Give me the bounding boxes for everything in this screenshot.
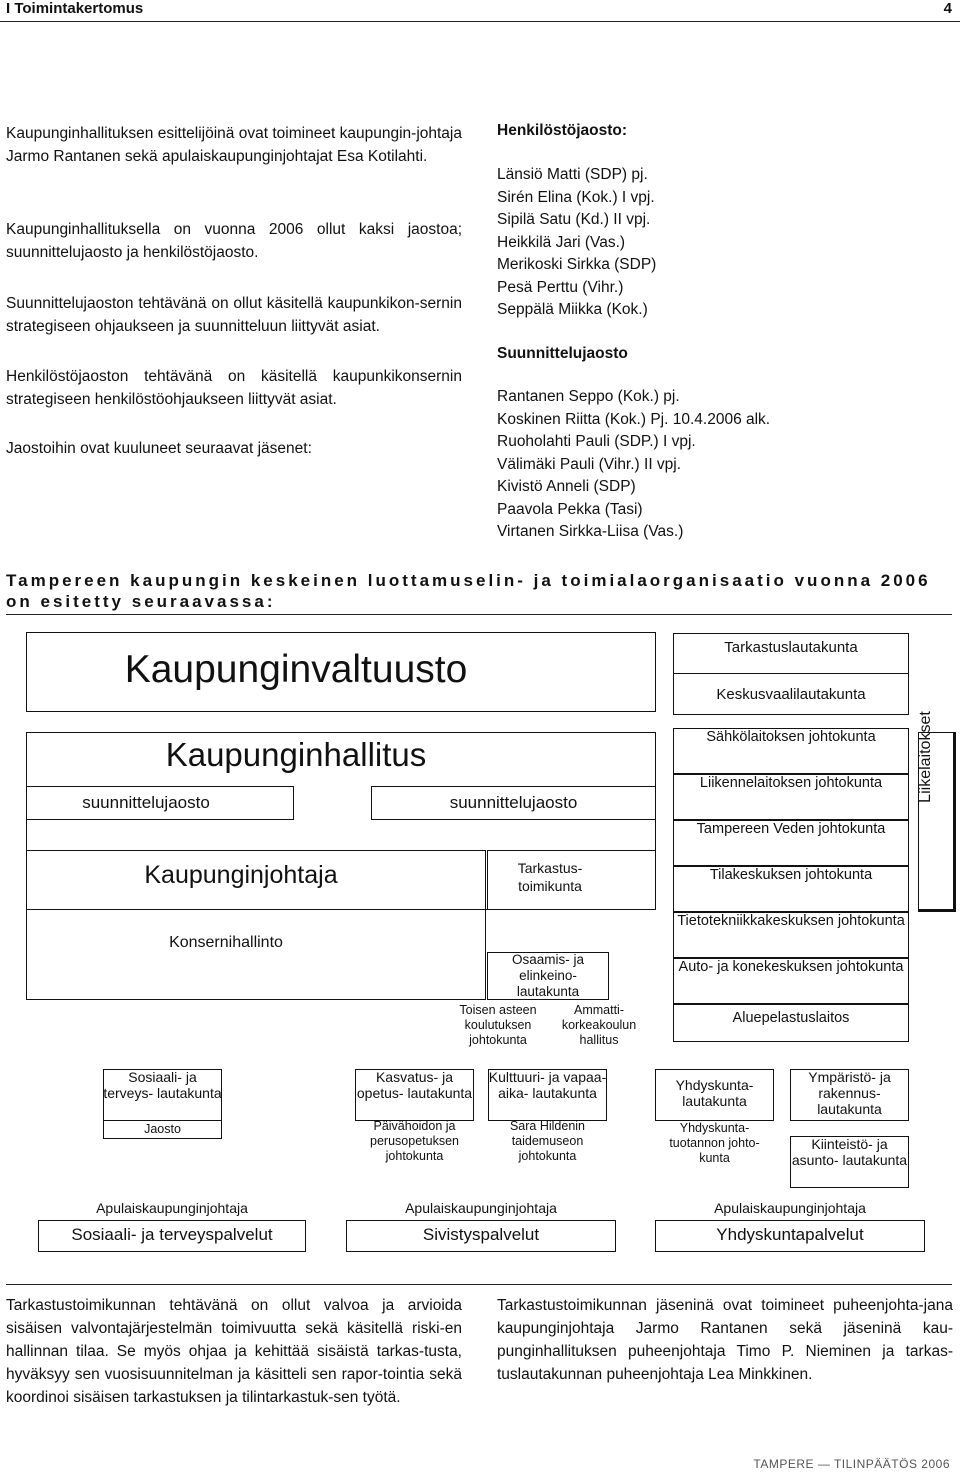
kasvatus-lautakunta-label: Kasvatus- ja opetus- lautakunta: [356, 1069, 473, 1101]
yhdyskuntapalvelut-label: Yhdyskuntapalvelut: [716, 1225, 864, 1244]
member: Rantanen Seppo (Kok.) pj.: [497, 388, 680, 405]
suunnittelujaosto-members: [497, 386, 770, 544]
henkilostojaosto-members: [497, 164, 656, 322]
konsernihallinto-box: [26, 910, 486, 1000]
divider: [103, 1120, 222, 1121]
suunnittelujaosto-left-label: suunnittelujaosto: [82, 793, 210, 812]
member: Kivistö Anneli (SDP): [497, 478, 636, 495]
intro-paragraph-4: Henkilöstöjaoston tehtävänä on käsitellä kaupunkikonsernin strategiseen henkilöstöohjaukseen liittyvät asiat.: [6, 368, 462, 408]
intro-paragraph-1: Kaupunginhallituksen esittelijöinä ovat toimineet kaupungin-johtaja Jarmo Rantanen sekä apulaiskaupunginjohtajat Esa Kotilahti.: [6, 125, 462, 165]
liikelaitos-label: Tilakeskuksen johtokunta: [709, 867, 873, 883]
kiinteisto-lautakunta-label: Kiinteistö- ja asunto- lautakunta: [791, 1136, 908, 1168]
tarkastustoimikunta-paragraph: Tarkastustoimikunnan tehtävänä on ollut valvoa ja arvioida sisäisen valvontajärjestelmän toimivuutta sekä käsitellä riski-en hallinnan tilaa. Se myös ohjaa ja kehittää sisäistä tarkas-tusta, hyväksyy sen vuosisuunnitelman ja käsitteli sen rapor-tointia sekä koordinoi sisäisen tarkastuksen ja tilintarkastuk-sen työtä.: [6, 1297, 462, 1406]
divider: [673, 673, 909, 674]
org-chart-title: Tampereen kaupungin keskeinen luottamuselin- ja toimialaorganisaatio vuonna 2006 on esitetty seuraavassa:: [6, 571, 931, 611]
member: Ruoholahti Pauli (SDP.) I vpj.: [497, 433, 696, 450]
henkilostojaosto-title: Henkilöstöjaosto:: [497, 122, 628, 139]
page-footer: TAMPERE — TILINPÄÄTÖS 2006: [753, 1457, 950, 1471]
member: Heikkilä Jari (Vas.): [497, 233, 626, 251]
jaosto-label: Jaosto: [144, 1122, 181, 1136]
intro-paragraph-3: Suunnittelujaoston tehtävänä on ollut käsitellä kaupunkikon-sernin strategiseen ohjaukseen ja suunnitteluun liittyvät asiat.: [6, 295, 462, 335]
tarkastustoimikunta-label: Tarkastus- toimikunta: [517, 860, 583, 894]
sosiaali-terveyspalvelut-label: Sosiaali- ja terveyspalvelut: [71, 1225, 273, 1244]
apulaiskaupunginjohtaja-label: Apulaiskaupunginjohtaja: [405, 1200, 557, 1216]
ymparisto-lautakunta-label: Ympäristö- ja rakennus- lautakunta: [808, 1069, 891, 1117]
org-bottom-divider: [6, 1284, 952, 1285]
sivistyspalvelut-label: Sivistyspalvelut: [422, 1225, 540, 1244]
member: Paavola Pekka (Tasi): [497, 500, 643, 518]
member: Seppälä Miikka (Kok.): [497, 301, 648, 318]
apulaiskaupunginjohtaja-label: Apulaiskaupunginjohtaja: [96, 1200, 248, 1216]
member: Merikoski Sirkka (SDP): [497, 256, 657, 273]
kaupunginhallitus-label: Kaupunginhallitus: [165, 736, 427, 773]
tarkastuslautakunta-label: Tarkastuslautakunta: [724, 639, 858, 656]
kaupunginjohtaja-label: Kaupunginjohtaja: [144, 861, 338, 889]
apulaiskaupunginjohtaja-label: Apulaiskaupunginjohtaja: [714, 1200, 866, 1216]
liikelaitos-label: Tampereen Veden johtokunta: [696, 821, 886, 837]
member: Sirén Elina (Kok.) I vpj.: [497, 188, 655, 206]
intro-paragraph-2: Kaupunginhallituksella on vuonna 2006 ollut kaksi jaostoa; suunnittelujaosto ja henkilöstöjaosto.: [6, 221, 462, 261]
sara-hildenin-label: Sara Hildenin taidemuseon johtokunta: [509, 1119, 586, 1163]
liikelaitokset-label: Liikelaitokset: [917, 711, 934, 803]
liikelaitos-label: Liikennelaitoksen johtokunta: [699, 775, 883, 791]
liikelaitos-label: Auto- ja konekeskuksen johtokunta: [678, 959, 904, 975]
org-divider: [6, 614, 952, 615]
yhdyskunta-lautakunta-label: Yhdyskunta- lautakunta: [675, 1077, 754, 1109]
intro-paragraph-5: Jaostoihin ovat kuuluneet seuraavat jäsenet:: [6, 440, 312, 457]
keskusvaalilautakunta-label: Keskusvaalilautakunta: [716, 686, 866, 703]
suunnittelujaosto-title: Suunnittelujaosto: [497, 345, 628, 362]
kaupunginvaltuusto-label: Kaupunginvaltuusto: [124, 648, 468, 691]
page-number: 4: [943, 0, 952, 17]
osaamis-label: Osaamis- ja elinkeino- lautakunta: [511, 952, 584, 999]
ammattikorkeakoulu-label: Ammatti- korkeakoulun hallitus: [561, 1003, 637, 1047]
member: Länsiö Matti (SDP) pj.: [497, 166, 648, 183]
member: Koskinen Riitta (Kok.) Pj. 10.4.2006 alk.: [497, 410, 771, 428]
liikelaitos-label: Tietotekniikkakeskuksen johtokunta: [677, 913, 905, 929]
konsernihallinto-label: Konsernihallinto: [169, 934, 283, 951]
header-divider: [0, 21, 960, 22]
liikelaitos-label: Sähkölaitoksen johtokunta: [706, 729, 876, 745]
liikelaitos-label: Aluepelastuslaitos: [732, 1010, 850, 1026]
toisen-asteen-label: Toisen asteen koulutuksen johtokunta: [459, 1003, 537, 1047]
member: Välimäki Pauli (Vihr.) II vpj.: [497, 455, 682, 473]
suunnittelujaosto-right-label: suunnittelujaosto: [449, 793, 578, 812]
member: Pesä Perttu (Vihr.): [497, 278, 624, 296]
yhdyskuntatuotanto-label: Yhdyskunta- tuotannon johto- kunta: [669, 1121, 760, 1165]
sosiaali-lautakunta-label: Sosiaali- ja terveys- lautakunta: [103, 1069, 222, 1101]
kulttuuri-lautakunta-label: Kulttuuri- ja vapaa-aika- lautakunta: [488, 1069, 607, 1101]
member: Virtanen Sirkka-Liisa (Vas.): [497, 523, 684, 540]
section-title: I Toimintakertomus: [6, 0, 144, 17]
member: Sipilä Satu (Kd.) II vpj.: [497, 211, 651, 228]
paivahoito-label: Päivähoidon ja perusopetuksen johtokunta: [370, 1119, 459, 1163]
tarkastustoimikunta-members-paragraph: Tarkastustoimikunnan jäseninä ovat toimineet puheenjohta-jana kaupunginjohtaja Jarmo Rantanen sekä jäseninä kau-punginhallituksen puheenjohtaja Timo P. Nieminen ja tarkas-tuslautakunnan puheenjohtaja Lea Minkkinen.: [497, 1297, 953, 1383]
